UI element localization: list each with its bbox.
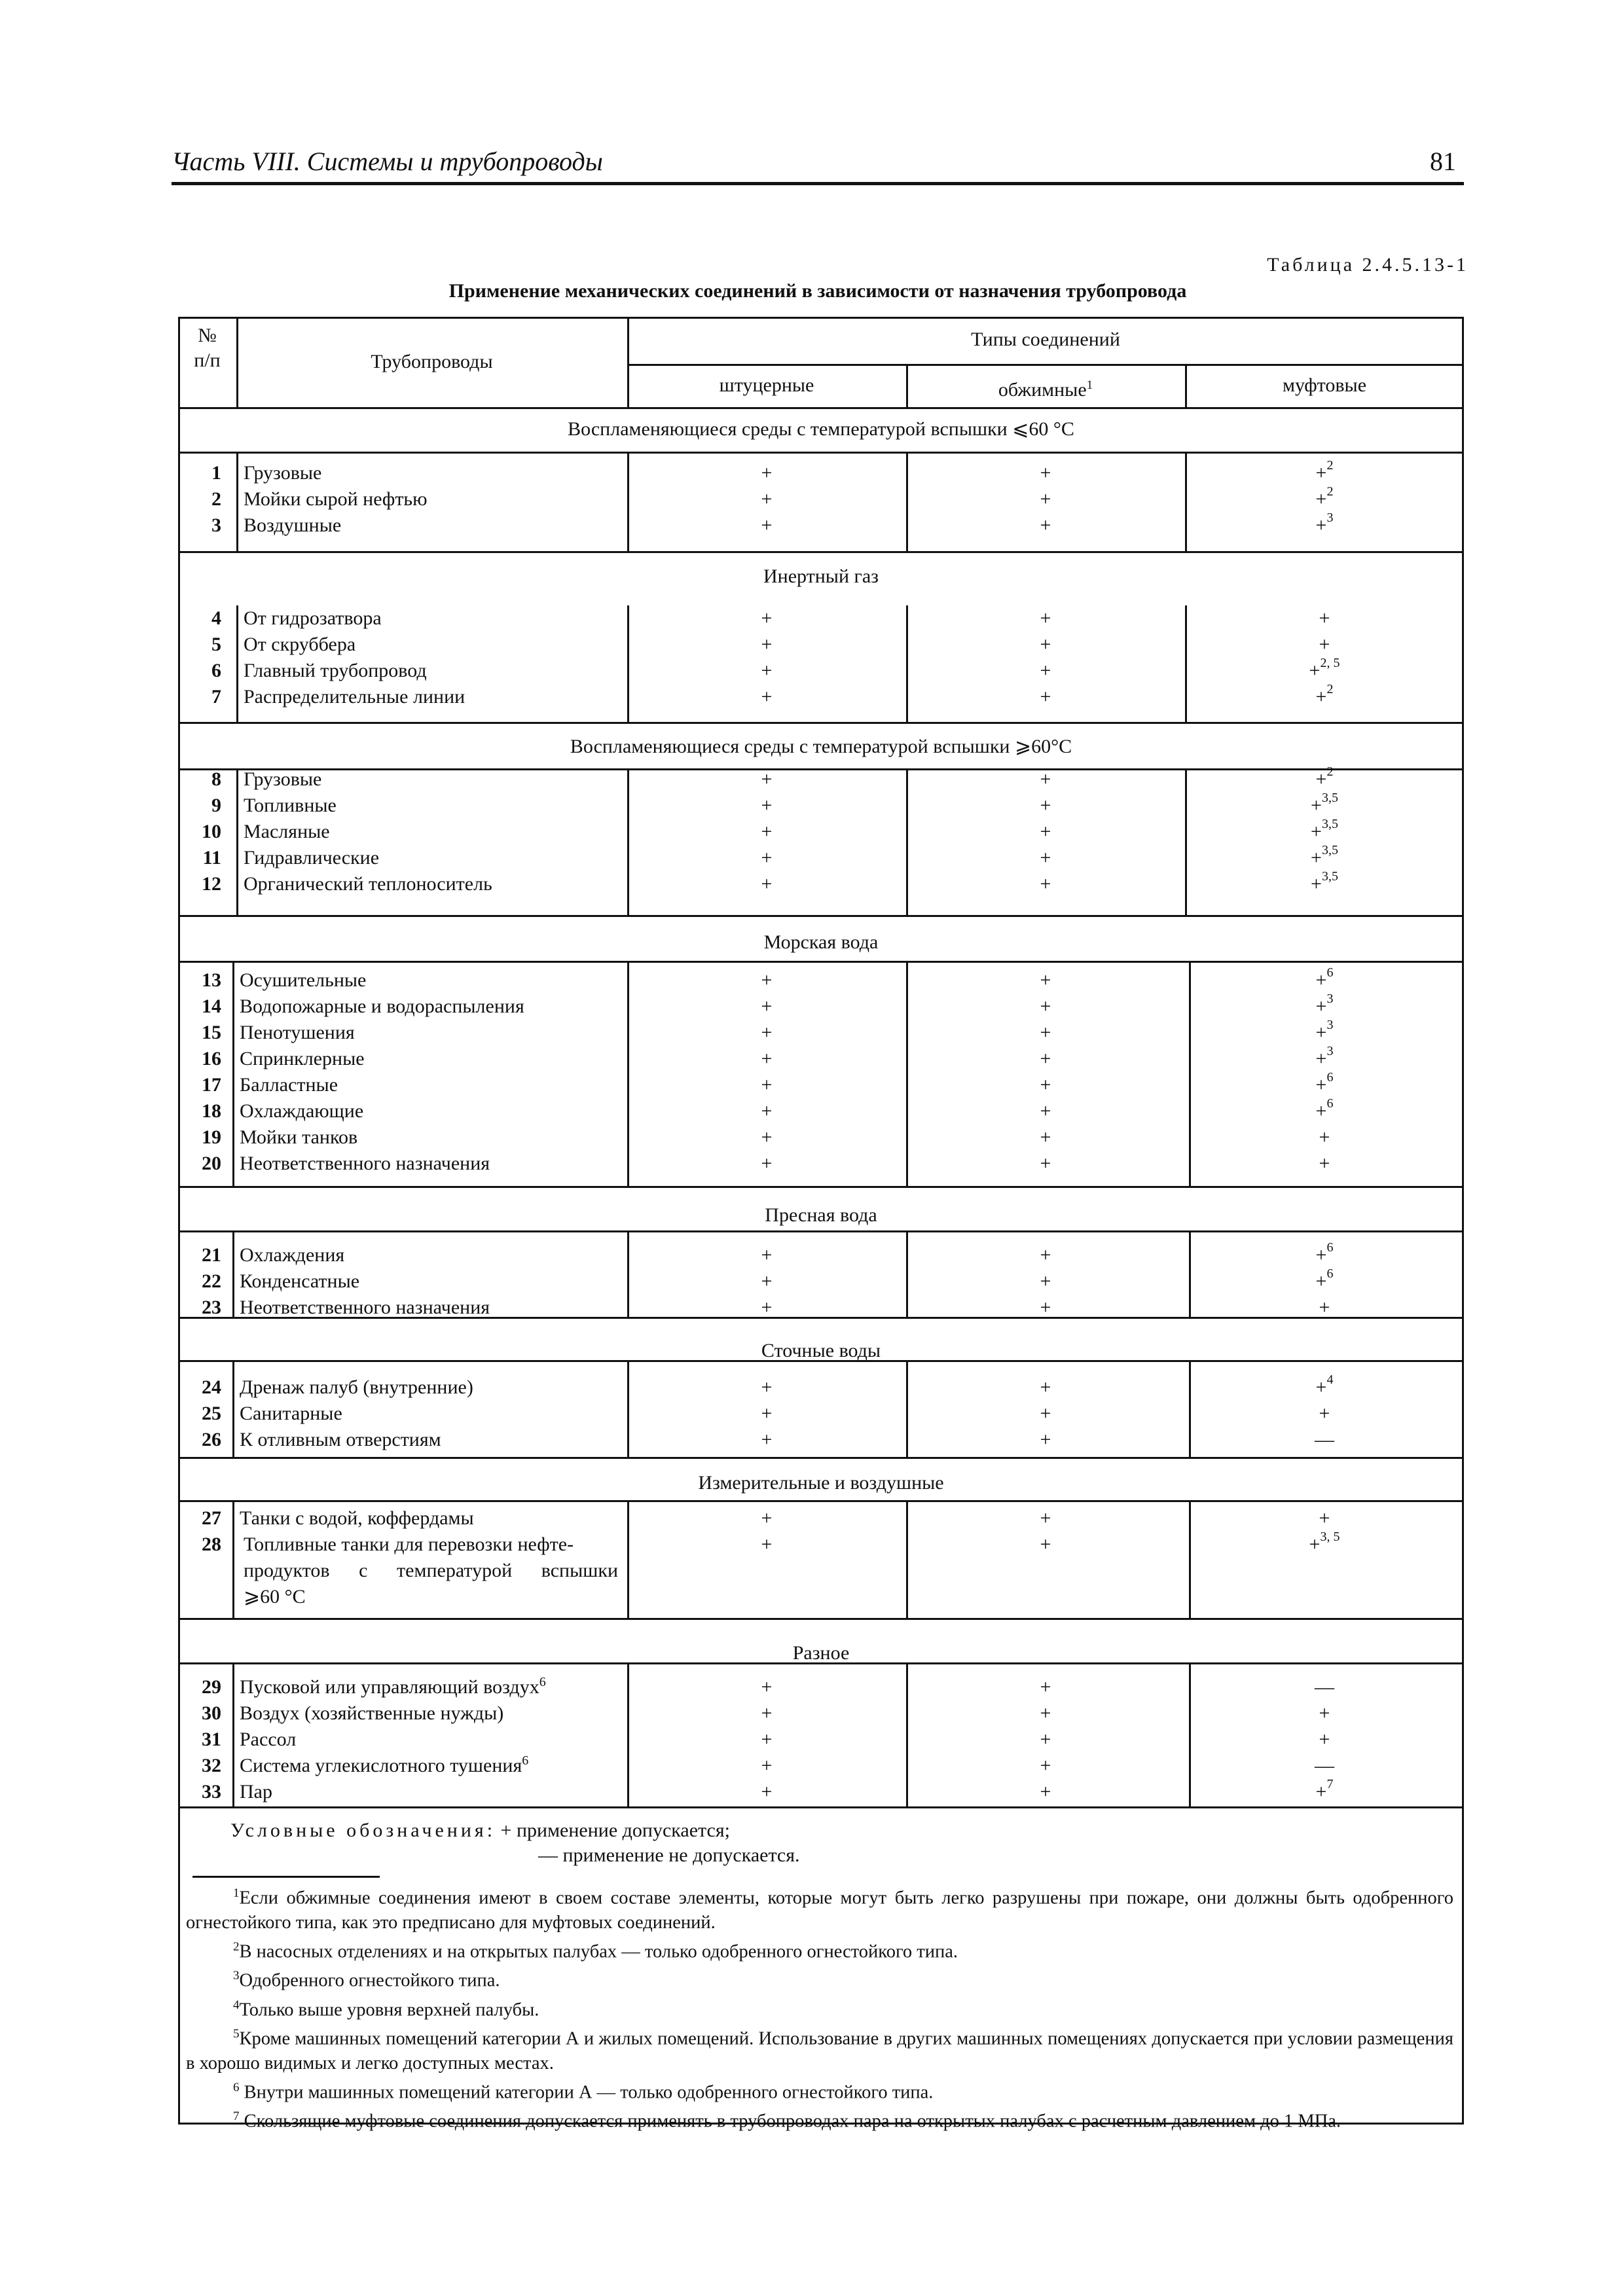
- row-separator: [178, 915, 1464, 917]
- cell-coupling: +$^6$: [1315, 1240, 1334, 1266]
- row-number: 30: [202, 1702, 221, 1724]
- row-number: 11: [202, 847, 221, 869]
- table-title: Применение механических соединений в зависимости от назначения трубопровода: [448, 280, 1187, 302]
- cell-coupling: +$^2$: [1315, 458, 1334, 484]
- cell-fitting: +: [761, 1074, 773, 1096]
- row-number: 29: [202, 1676, 221, 1698]
- col-header-crimp-label: обжимные: [998, 379, 1087, 401]
- row-name: Грузовые: [244, 768, 322, 790]
- cell-coupling-footnote-mark: 2: [1326, 764, 1334, 779]
- table-row: [178, 460, 1464, 486]
- row-name-line: продуктов с температурой вспышки: [244, 1560, 618, 1581]
- cell-coupling: —: [1315, 1755, 1334, 1776]
- row-number: 15: [202, 1022, 221, 1043]
- cell-crimp: +: [1040, 1270, 1051, 1292]
- cell-coupling: +$^7$: [1315, 1777, 1334, 1803]
- header-divider: [627, 364, 1464, 366]
- footnote-mark: 3: [233, 1969, 240, 1982]
- cell-coupling: +$^2$: [1315, 682, 1334, 708]
- table-row: [178, 1072, 1464, 1098]
- legend-plus: + применение допускается;: [500, 1820, 730, 1841]
- row-name: Неответственного назначения: [240, 1297, 490, 1318]
- cell-coupling: +$^{2, 5}$: [1309, 656, 1340, 681]
- cell-fitting: +: [761, 1022, 773, 1043]
- row-number: 26: [202, 1429, 221, 1450]
- cell-coupling-footnote-mark: 3: [1326, 1044, 1334, 1058]
- cell-fitting: +: [761, 1376, 773, 1398]
- table-row: [178, 967, 1464, 994]
- row-number: 12: [202, 873, 221, 895]
- row-name: Охлаждающие: [240, 1100, 364, 1122]
- row-number: 8: [211, 768, 221, 790]
- cell-crimp: +: [1040, 1100, 1051, 1122]
- col-header-no: [178, 323, 236, 373]
- row-number: 33: [202, 1781, 221, 1803]
- row-number: 24: [202, 1376, 221, 1398]
- row-separator: [178, 1457, 1464, 1459]
- cell-crimp: +: [1040, 1781, 1051, 1803]
- cell-crimp: +: [1040, 847, 1051, 869]
- cell-coupling: —: [1315, 1676, 1334, 1698]
- cell-coupling: +$^6$: [1315, 1070, 1334, 1096]
- cell-crimp: +: [1040, 1507, 1051, 1529]
- table-row: [178, 819, 1464, 845]
- row-number: 31: [202, 1729, 221, 1750]
- table-row: [178, 512, 1464, 539]
- cell-crimp: +: [1040, 1702, 1051, 1724]
- row-number: 4: [211, 607, 221, 629]
- row-name: Мойки сырой нефтью: [244, 488, 428, 510]
- cell-coupling-footnote-mark: 6: [1326, 1096, 1334, 1111]
- row-name: Система углекислотного тушения$^6$: [240, 1753, 529, 1776]
- cell-fitting: +: [761, 873, 773, 895]
- table-row: [178, 1700, 1464, 1727]
- cell-fitting: +: [761, 1429, 773, 1450]
- row-name: Пенотушения: [240, 1022, 355, 1043]
- cell-crimp: +: [1040, 1244, 1051, 1266]
- table-row: [178, 1779, 1464, 1805]
- row-separator: [178, 551, 1464, 553]
- cell-fitting: +: [761, 1153, 773, 1174]
- cell-crimp: +: [1040, 1048, 1051, 1069]
- cell-coupling: +: [1319, 1729, 1330, 1750]
- cell-coupling: +: [1319, 1403, 1330, 1424]
- table-row: [178, 684, 1464, 710]
- row-number: 3: [211, 514, 221, 536]
- row-number: 13: [202, 969, 221, 991]
- cell-crimp: +: [1040, 969, 1051, 991]
- row-name: Охлаждения: [240, 1244, 345, 1266]
- cell-crimp: +: [1040, 1429, 1051, 1450]
- row-name: Воздушные: [244, 514, 342, 536]
- cell-crimp: +: [1040, 768, 1051, 790]
- cell-crimp: +: [1040, 462, 1051, 484]
- footnote: $^7$ Скользящие муфтовые соединения допускается применять в трубопроводах пара на открытых палубах с расчетным давлением до 1 МПа.: [233, 2109, 1341, 2132]
- cell-crimp: +: [1040, 1403, 1051, 1424]
- cell-fitting: +: [761, 1100, 773, 1122]
- cell-fitting: +: [761, 1048, 773, 1069]
- table-row: [178, 1268, 1464, 1295]
- cell-coupling: +$^{3,5}$: [1311, 843, 1338, 869]
- section-title: Сточные воды: [761, 1340, 881, 1361]
- row-number: 19: [202, 1126, 221, 1148]
- cell-coupling-footnote-mark: 3,5: [1321, 791, 1338, 805]
- table-row: [178, 793, 1464, 819]
- footnote: $^6$ Внутри машинных помещений категории А — только одобренного огнестойкого типа.: [233, 2080, 934, 2102]
- section-title: Разное: [792, 1642, 850, 1664]
- cell-fitting: +: [761, 634, 773, 655]
- section-title: Воспламеняющиеся среды с температурой вспышки ⩽60 °С: [568, 418, 1074, 440]
- section-title: Морская вода: [763, 931, 879, 953]
- row-name: Балластные: [240, 1074, 338, 1096]
- col-header-crimp-note: 1: [1086, 378, 1093, 392]
- cell-coupling: +: [1319, 1126, 1330, 1148]
- row-name: Распределительные линии: [244, 686, 465, 708]
- row-name: Топливные: [244, 795, 337, 816]
- cell-crimp: +: [1040, 1376, 1051, 1398]
- row-name: Неответственного назначения: [240, 1153, 490, 1174]
- row-separator: [178, 961, 1464, 963]
- row-separator: [178, 1230, 1464, 1232]
- cell-fitting: +: [761, 795, 773, 816]
- footnotes: [186, 1881, 1453, 2134]
- col-header-pipes: Трубопроводы: [371, 351, 493, 372]
- cell-coupling: +$^3$: [1315, 511, 1334, 536]
- table-row: [178, 1753, 1464, 1779]
- row-number: 5: [211, 634, 221, 655]
- row-name: Спринклерные: [240, 1048, 365, 1069]
- cell-coupling-footnote-mark: 6: [1326, 1266, 1334, 1281]
- cell-coupling: +$^{3,5}$: [1311, 869, 1338, 895]
- row-number: 21: [202, 1244, 221, 1266]
- cell-coupling-footnote-mark: 3,5: [1321, 817, 1338, 831]
- row-number: 27: [202, 1507, 221, 1529]
- row-number: 22: [202, 1270, 221, 1292]
- row-number: 20: [202, 1153, 221, 1174]
- cell-fitting: +: [761, 821, 773, 842]
- row-separator: [178, 722, 1464, 724]
- row-number: 10: [202, 821, 221, 842]
- cell-crimp: +: [1040, 1074, 1051, 1096]
- cell-fitting: +: [761, 660, 773, 681]
- cell-fitting: +: [761, 1534, 773, 1555]
- cell-coupling: +$^{3,5}$: [1311, 817, 1338, 842]
- row-name: От гидрозатвора: [244, 607, 382, 629]
- row-name: К отливным отверстиям: [240, 1429, 441, 1450]
- row-name-line: ⩾60 °С: [244, 1586, 306, 1607]
- cell-crimp: +: [1040, 1755, 1051, 1776]
- row-name: Органический теплоноситель: [244, 873, 492, 895]
- cell-fitting: +: [761, 1755, 773, 1776]
- cell-crimp: +: [1040, 1297, 1051, 1318]
- table-row: [178, 1505, 1464, 1532]
- running-title: Часть VIII. Системы и трубопроводы: [172, 147, 603, 176]
- cell-crimp: +: [1040, 996, 1051, 1017]
- cell-fitting: +: [761, 462, 773, 484]
- footnote: $^2$В насосных отделениях и на открытых палубах — только одобренного огнестойкого типа.: [233, 1939, 958, 1962]
- cell-fitting: +: [761, 996, 773, 1017]
- cell-coupling: +$^{3,5}$: [1311, 791, 1338, 816]
- cell-fitting: +: [761, 1781, 773, 1803]
- cell-fitting: +: [761, 1676, 773, 1698]
- footnote-mark: 1: [233, 1886, 240, 1900]
- legend-label: Условные обозначения:: [230, 1820, 496, 1841]
- cell-coupling-footnote-mark: 2: [1326, 682, 1334, 696]
- cell-fitting: +: [761, 1126, 773, 1148]
- section-title: Воспламеняющиеся среды с температурой вспышки ⩾60°С: [570, 736, 1072, 757]
- footnote: $^1$Если обжимные соединения имеют в своем составе элементы, которые могут быть легко разрушены при пожаре, они должны быть одобренного огнестойкого типа, как это предписано для муфтовых соединений.: [186, 1886, 1453, 1933]
- table-row: [178, 486, 1464, 512]
- table-row: [178, 1151, 1464, 1177]
- footnote-mark: 7: [233, 2109, 240, 2123]
- row-separator: [178, 1806, 1464, 1808]
- col-header-coupling: муфтовые: [1282, 374, 1367, 396]
- table-row: [178, 994, 1464, 1020]
- table-row: [178, 1242, 1464, 1268]
- cell-coupling: +: [1319, 1153, 1330, 1174]
- legend: [230, 1818, 730, 1843]
- table-row: [178, 1046, 1464, 1072]
- cell-fitting: +: [761, 1297, 773, 1318]
- table-row: [178, 1295, 1464, 1321]
- footnote: $^3$Одобренного огнестойкого типа.: [233, 1969, 500, 1991]
- cell-crimp: +: [1040, 1126, 1051, 1148]
- cell-crimp: +: [1040, 1729, 1051, 1750]
- col-header-no-line2: п/п: [194, 350, 221, 371]
- cell-crimp: +: [1040, 795, 1051, 816]
- cell-coupling-footnote-mark: 3: [1326, 1018, 1334, 1032]
- section-title: Пресная вода: [765, 1204, 877, 1226]
- cell-crimp: +: [1040, 1534, 1051, 1555]
- row-number: 7: [211, 686, 221, 708]
- row-separator: [178, 1500, 1464, 1502]
- row-separator: [178, 452, 1464, 454]
- table-row: [178, 1674, 1464, 1700]
- footnote-mark: 2: [233, 1939, 240, 1954]
- row-name: Пар: [240, 1781, 272, 1803]
- cell-crimp: +: [1040, 873, 1051, 895]
- cell-coupling: +: [1319, 1507, 1330, 1529]
- cell-crimp: +: [1040, 607, 1051, 629]
- col-header-types: Типы соединений: [971, 329, 1120, 350]
- row-name: От скруббера: [244, 634, 356, 655]
- cell-crimp: +: [1040, 1153, 1051, 1174]
- page-number: 81: [1430, 147, 1456, 176]
- table-row: [178, 845, 1464, 871]
- row-name: Воздух (хозяйственные нужды): [240, 1702, 504, 1724]
- footnote-mark: 6: [233, 2080, 240, 2094]
- row-name: Конденсатные: [240, 1270, 360, 1292]
- cell-coupling-footnote-mark: 6: [1326, 965, 1334, 980]
- cell-coupling: +$^6$: [1315, 1266, 1334, 1292]
- cell-crimp: +: [1040, 488, 1051, 510]
- cell-coupling: +$^6$: [1315, 1096, 1334, 1122]
- cell-fitting: +: [761, 1507, 773, 1529]
- row-name: Танки с водой, коффердамы: [240, 1507, 474, 1529]
- cell-coupling-footnote-mark: 3: [1326, 511, 1334, 525]
- cell-coupling-footnote-mark: 2: [1326, 458, 1334, 473]
- cell-crimp: +: [1040, 634, 1051, 655]
- cell-coupling: +: [1319, 1702, 1330, 1724]
- cell-coupling: +$^2$: [1315, 484, 1334, 510]
- row-number: 17: [202, 1074, 221, 1096]
- cell-fitting: +: [761, 686, 773, 708]
- table-row: [178, 1427, 1464, 1453]
- row-name: Мойки танков: [240, 1126, 358, 1148]
- col-header-crimp: [906, 373, 1185, 403]
- cell-coupling-footnote-mark: 3,5: [1321, 869, 1338, 884]
- row-number: 9: [211, 795, 221, 816]
- row-name: Главный трубопровод: [244, 660, 427, 681]
- cell-crimp: +: [1040, 660, 1051, 681]
- cell-coupling-footnote-mark: 7: [1326, 1777, 1334, 1791]
- row-number: 14: [202, 996, 221, 1017]
- running-header: [172, 140, 1464, 185]
- header-bottom-rule: [178, 407, 1464, 409]
- row-name: Рассол: [240, 1729, 297, 1750]
- cell-coupling: +: [1319, 634, 1330, 655]
- row-number: 16: [202, 1048, 221, 1069]
- row-number: 6: [211, 660, 221, 681]
- cell-fitting: +: [761, 488, 773, 510]
- cell-coupling: +$^2$: [1315, 764, 1334, 790]
- section-title: Измерительные и воздушные: [698, 1472, 944, 1494]
- row-name: Осушительные: [240, 969, 367, 991]
- footnote-mark: 5: [233, 2027, 240, 2041]
- cell-crimp: +: [1040, 514, 1051, 536]
- cell-coupling-footnote-mark: 2, 5: [1320, 656, 1340, 670]
- row-number: 28: [202, 1534, 221, 1555]
- cell-coupling: +$^{3, 5}$: [1309, 1530, 1340, 1555]
- cell-coupling: +$^4$: [1315, 1372, 1334, 1398]
- cell-fitting: +: [761, 768, 773, 790]
- cell-coupling-footnote-mark: 6: [1326, 1240, 1334, 1255]
- cell-coupling: +$^3$: [1315, 992, 1334, 1017]
- cell-fitting: +: [761, 607, 773, 629]
- cell-coupling-footnote-mark: 3: [1326, 992, 1334, 1006]
- footnote: $^5$Кроме машинных помещений категории А и жилых помещений. Использование в других машинных помещениях допускается при условии размещения в хорошо видимых и легко доступных местах.: [186, 2027, 1453, 2073]
- cell-fitting: +: [761, 1403, 773, 1424]
- cell-crimp: +: [1040, 1022, 1051, 1043]
- cell-crimp: +: [1040, 686, 1051, 708]
- cell-crimp: +: [1040, 1676, 1051, 1698]
- table-row: [178, 1374, 1464, 1401]
- row-number: 25: [202, 1403, 221, 1424]
- row-name: Гидравлические: [244, 847, 380, 869]
- cell-coupling: +: [1319, 607, 1330, 629]
- row-name: Водопожарные и водораспыления: [240, 996, 524, 1017]
- table-row: [178, 1020, 1464, 1046]
- table-row: [178, 658, 1464, 684]
- footnote-rule: [192, 1876, 380, 1878]
- cell-fitting: +: [761, 1244, 773, 1266]
- row-number: 23: [202, 1297, 221, 1318]
- footnote-mark: 4: [233, 1998, 240, 2012]
- row-separator: [178, 1186, 1464, 1188]
- cell-fitting: +: [761, 847, 773, 869]
- table-row: [178, 1727, 1464, 1753]
- row-number: 32: [202, 1755, 221, 1776]
- cell-fitting: +: [761, 969, 773, 991]
- cell-coupling: +$^6$: [1315, 965, 1334, 991]
- table-number: Таблица 2.4.5.13-1: [1267, 254, 1468, 276]
- row-name-footnote-mark: 6: [539, 1675, 546, 1689]
- table-row: [178, 1124, 1464, 1151]
- row-number: 1: [211, 462, 221, 484]
- cell-coupling: +$^3$: [1315, 1018, 1334, 1043]
- table-row: [178, 1098, 1464, 1124]
- row-name: Пусковой или управляющий воздух$^6$: [240, 1675, 546, 1698]
- cell-fitting: +: [761, 1270, 773, 1292]
- table-row: [178, 605, 1464, 632]
- row-number: 18: [202, 1100, 221, 1122]
- cell-coupling: +: [1319, 1297, 1330, 1318]
- footnote: $^4$Только выше уровня верхней палубы.: [233, 1998, 539, 2020]
- cell-coupling-footnote-mark: 2: [1326, 484, 1334, 499]
- table-row: [178, 632, 1464, 658]
- cell-coupling: —: [1315, 1429, 1334, 1450]
- legend-minus: — применение не допускается.: [538, 1844, 800, 1866]
- col-header-no-line1: №: [198, 325, 217, 346]
- table-row: [178, 766, 1464, 793]
- cell-coupling-footnote-mark: 3, 5: [1320, 1530, 1340, 1544]
- table-row: [178, 1401, 1464, 1427]
- row-name-line: Топливные танки для перевозки нефте-: [244, 1534, 574, 1555]
- cell-fitting: +: [761, 514, 773, 536]
- cell-fitting: +: [761, 1702, 773, 1724]
- row-name-footnote-mark: 6: [522, 1753, 529, 1768]
- row-name: Дренаж палуб (внутренние): [240, 1376, 473, 1398]
- row-separator: [178, 1618, 1464, 1620]
- table-row: [178, 871, 1464, 897]
- cell-coupling-footnote-mark: 6: [1326, 1070, 1334, 1085]
- row-number: 2: [211, 488, 221, 510]
- cell-coupling: +$^3$: [1315, 1044, 1334, 1069]
- cell-coupling-footnote-mark: 4: [1326, 1372, 1334, 1387]
- cell-coupling-footnote-mark: 3,5: [1321, 843, 1338, 857]
- row-name: Грузовые: [244, 462, 322, 484]
- section-title: Инертный газ: [763, 565, 879, 587]
- row-name: Санитарные: [240, 1403, 342, 1424]
- cell-fitting: +: [761, 1729, 773, 1750]
- cell-crimp: +: [1040, 821, 1051, 842]
- table-row: [178, 1532, 1464, 1558]
- row-name: Масляные: [244, 821, 330, 842]
- col-header-fitting: штуцерные: [719, 374, 814, 396]
